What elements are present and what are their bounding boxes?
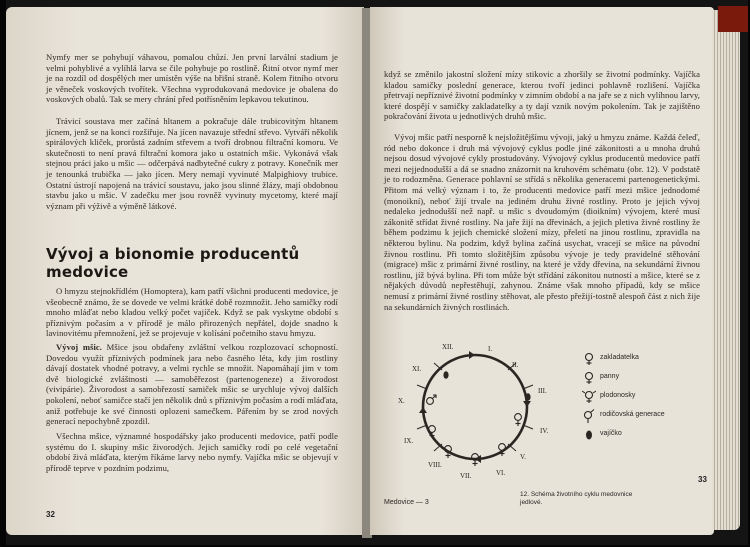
legend-label: panny	[600, 373, 620, 380]
section-heading: Vývoj a bionomie producentů medovice	[46, 245, 300, 281]
subheading-vyvoj-msic: Vývoj mšic.	[56, 342, 102, 352]
legend-label: vajíčko	[600, 430, 622, 437]
male-symbol-icon	[427, 395, 436, 404]
page-number-right: 33	[698, 475, 707, 484]
legend-label: rodičovská generace	[600, 411, 665, 418]
legend-label: zakladatelka	[600, 354, 639, 361]
female-symbol-icon	[515, 414, 522, 426]
month-label-vii: VII.	[460, 472, 472, 480]
paragraph-travici-soustava	[46, 116, 338, 211]
left-page	[6, 7, 364, 535]
month-label-v: V.	[520, 453, 526, 461]
paragraph-hmyz	[46, 286, 338, 339]
egg-icon	[443, 371, 448, 379]
month-label-iv: IV.	[540, 427, 549, 435]
paragraph-vyvoj-text: Vývoj mšic patří nesporně k nejsložitějšímu vývoji, jaký u hmyzu známe. Každá čeleď, ród nebo dokonce i druh má vývojový cyklus podle jiné zákonitosti a u mnoha druhů nejsou dosud vývojové cykly prostudovány. Vývojový cyklus producentů medovice patří mezi nejjednodušší a dá se snadno znázornit na kruhovém schématu (obr. 12). V podstatě je to rodozměna. Generace pohlavní se střídá s několika generacemi partenogenetickými. Přitom má velký význam i to, že producenti medovice patří mezi mšice jednodomé (monoikní), neboť žijí trvale na jediném druhu živné rostliny. Proto je jejich vývoj nedaleko jednodušší než např. u mšic s dvoudomým (dioikním) vývojem, které musí zákonitě střídat živné rostliny. Na jaře žijí na dřevinách, a jejich pletiva živné rostliny že během podzimu k jejich chemické složení mízy, přeletí na jinou rostlinu, zpravidla na některou bylinu. Na podzim, když bylina začíná usychat, vracejí se mšice na původní živnou rostlinu. Při tomto složitějším způsobu vývoje je tedy pravidelné stěhování (migrace) mšic z primární živné rostliny, na které je vždy dřevina, na sekundární živnou rostlinu, jíž bývá bylina. Při tom může být střídání zákonitou nutností a mšice, které se z nějakých důvodů nepřestěhují, zahynou. Známe však mnoho případů, kdy se mšice nemusí z primární živné rostliny stěhovat, ale přesto přežijí-tostně alespoň část z nich žije na sekundárních živných rostlinách.	[384, 132, 700, 312]
month-label-i: I.	[488, 345, 493, 353]
paragraph-vsechna-text: Všechna mšice, významné hospodářsky jako producenti medovice, patří podle systému do I. skupiny mšic živorodých. Jejich samičky rodí po celé vegetační období živá mláďata, kterým říkáme larvy nebo nymfy. Vajíčka mšic se objevují v přírodě teprve v pozdním podzimu,	[46, 431, 338, 473]
paragraph-vyvoj-msic	[46, 342, 338, 427]
month-label-x: X.	[398, 397, 405, 405]
egg-icon	[582, 428, 596, 442]
cycle-arrow-top	[469, 351, 475, 359]
month-label-ix: IX.	[404, 437, 414, 445]
paragraph-vsechna	[46, 431, 338, 473]
paragraph-travici-text: Trávicí soustava mer začíná hltanem a pokračuje dále trubicovitým hltanem jícnem, jenž se na konci rozšiřuje. Na jícen navazuje střední střevo. Vytváří několik spirálových kliček, prorůstá zadním střevem a tvoří drobnou filtrační komoru. Ve skutečnosti to není pravá filtrační komora jako u ostatních mšic. Vykonává však stejnou práci jako u mšic — odčerpává nadbytečné cukry z potravy. Konečník mer je tenounká trubička — jako jícen. Mery nemají vyvinuté Malpighiovy trubice. Ostatní ústrojí napojená na trávicí soustavu, jako jsou slinné žlázy, mají obdobnou stavbu jako u mšic. V zadečku mer jsou rovněž vyvinuty mycetomy, které mají význam při výživě a výměně látkové.	[46, 116, 338, 211]
paragraph-vyvoj	[384, 132, 700, 312]
month-label-vi: VI.	[496, 469, 506, 477]
paragraph-hmyz-text: O hmyzu stejnokřídlém (Homoptera), kam patří všichni producenti medovice, je všeobecně známo, že se dovede ve velmi krátké době rozmnožit. Jeho samičky rodí mnoho mláďat nebo kladou velký počet vajíček. Když se pak vyskytne období s příznivým počasím a v přírodě je málo přirozených nepřátel, dojde snadno k lavinovitému přemnožení, jež se projevuje v kolísání početního stavu hmyzu.	[46, 286, 338, 339]
female-symbol-icon	[582, 352, 596, 366]
cycle-arrow-left	[419, 407, 427, 413]
paragraph-nymfy: Nymfy mer se pohybují váhavou, pomalou chůzí. Jen první larvální stadium je velmi pohyblivé a vylíhlá larva se čile pohybuje po rostlině. Řitní otvor nymf mer je na rozdíl od dospělých mer umístěn výše na břišní straně. Kolem řitního otvoru je věneček voskových tvořítek. Všechna vyprodukovaná medovice je obalena do voskových obalů. Tak se mery chrání před potřísněním lepkavou tekutinou.	[46, 52, 338, 105]
paragraph-kdyz: když se změnilo jakostní složení mízy stikovic a zhoršily se životní podmínky. Vajíčka kladou samičky poslední generace, kterou tvoří jedinci pohlavně rozlišení. Vajíčka přetrvají nepříznivé životní podmínky v zimním období a na jaře se z nich vylíhnou larvy, které dospějí v samičky zakladatelky a ty dají vznik novým pokolením. Tak je zajištěno pokračování života u jednotlivých druhů mšic.	[384, 69, 700, 122]
cycle-ring	[423, 355, 527, 459]
running-footer: Medovice — 3	[384, 499, 429, 506]
egg-icon	[525, 393, 530, 401]
paragraph-vyvoj-msic-text: Mšice jsou obdařeny zvláštní velkou rozplozovací schopností. Dovedou využít příznivých podmínek jara nebo časného léta, kdy jim rostliny dávají dostatek vhodné potravy, a velmi rychle se množit. Napomáhají jim v tom dvě biologické zvláštnosti — samoběřezost (partenogeneze) a živorodost (vivipárie). Živorodost a samobřezostí samiček mšic se urychluje vývoj dalších pokolení, neboť samičce stačí jen několik dnů s příznivým počasím a rodí mláďata, aniž potřebuje ke své činnosti oplozeni samečkem. Pářením by se zrod nových generací nepochybně zpozdil.	[46, 342, 339, 427]
male-female-symbol-icon	[582, 409, 596, 423]
bookmark-corner	[718, 6, 748, 32]
month-label-xii: XII.	[442, 343, 454, 351]
month-label-ii: II.	[512, 361, 519, 369]
page-number-left: 32	[46, 510, 55, 519]
female-symbol-icon	[429, 426, 436, 438]
female-symbol-icon	[582, 371, 596, 385]
winged-female-icon	[582, 390, 596, 404]
figure-caption: 12. Schéma životního cyklu medovnice jedlové.	[520, 491, 633, 506]
month-label-iii: III.	[538, 387, 547, 395]
legend-label: plodonosky	[600, 392, 636, 399]
month-label-xi: XI.	[412, 365, 422, 373]
right-page	[370, 7, 714, 535]
cycle-arrow-right	[523, 401, 531, 407]
month-label-viii: VIII.	[428, 461, 442, 469]
page-edges	[712, 10, 740, 530]
life-cycle-diagram	[380, 337, 580, 487]
